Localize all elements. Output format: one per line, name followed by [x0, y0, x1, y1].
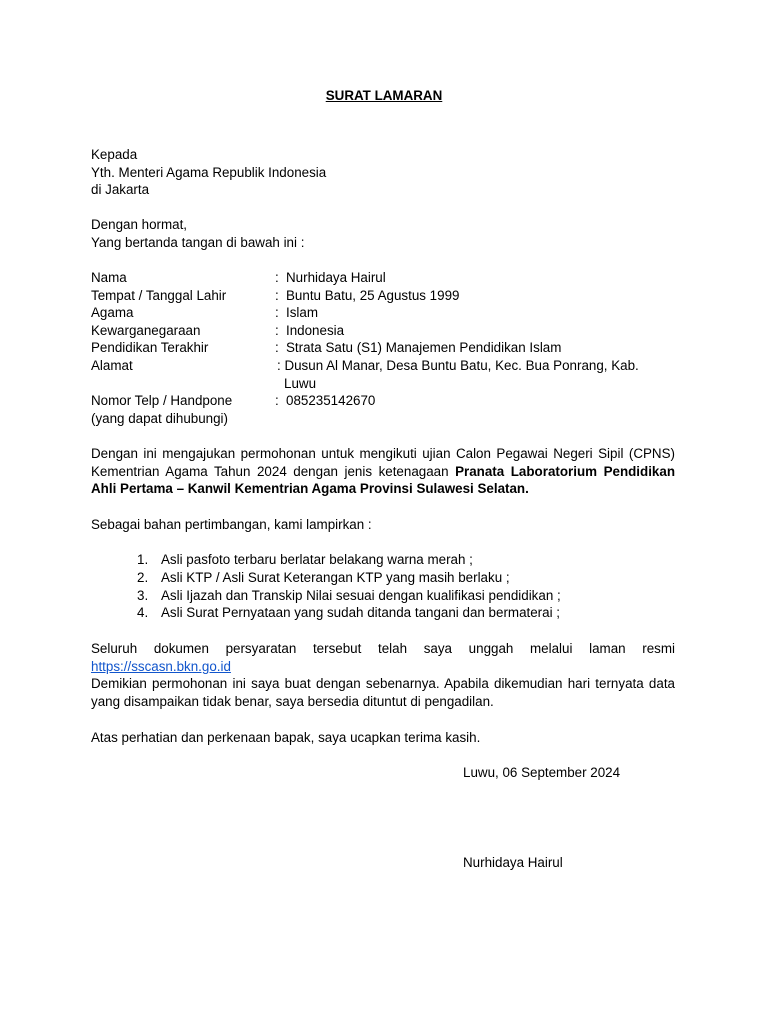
field-label: Nomor Telp / Handpone [91, 393, 233, 409]
recipient-line: di Jakarta [91, 182, 150, 198]
field-label: Nama [91, 270, 127, 285]
closing-block [91, 640, 675, 710]
greeting-line: Dengan hormat, [91, 217, 188, 232]
attachments-intro-text: Sebagai bahan pertimbangan, kami lampirkan : [91, 517, 372, 532]
list-item-text: Asli pasfoto terbaru berlatar belakang warna merah ; [161, 552, 473, 567]
list-item [137, 604, 637, 622]
identity-row-education [91, 339, 675, 357]
field-colon: : [275, 322, 279, 338]
place-date: Luwu, 06 September 2024 [463, 765, 621, 780]
identity-row-address [91, 357, 675, 392]
field-colon: : [275, 287, 279, 303]
field-colon: : [275, 340, 279, 356]
list-item [137, 569, 637, 587]
list-item [137, 551, 637, 569]
identity-row-birth [91, 287, 675, 305]
field-value: Islam [286, 305, 318, 321]
field-value: : Dusun Al Manar, Desa Buntu Batu, Kec. Bua Ponrang, Kab. [277, 357, 639, 373]
field-colon: : [275, 393, 279, 409]
recipient-line: Kepada [91, 147, 138, 162]
application-paragraph [91, 445, 675, 498]
identity-row-religion [91, 304, 675, 322]
greeting-line: Yang bertanda tangan di bawah ini : [91, 234, 305, 250]
signer-name: Nurhidaya Hairul [463, 855, 563, 870]
identity-row-phone-note [91, 410, 675, 428]
application-text: Dengan ini mengajukan permohonan untuk mengikuti ujian Calon Pegawai Negeri Sipil (CPNS) Kementrian Agama Tahun 2024 dengan jenis ketenagaan [91, 446, 675, 479]
thanks-block [91, 729, 675, 747]
recipient-line: Yth. Menteri Agama Republik Indonesia [91, 164, 327, 180]
identity-row-name [91, 269, 675, 287]
attachments-list [137, 551, 637, 622]
list-item-number: 1. [137, 552, 149, 567]
list-item-number: 2. [137, 569, 149, 585]
field-label: Kewarganegaraan [91, 322, 201, 338]
identity-row-citizenship [91, 322, 675, 340]
list-item-text: Asli Ijazah dan Transkip Nilai sesuai dengan kualifikasi pendidikan ; [161, 587, 561, 603]
application-position: Pranata Laboratorium Pendidikan Ahli Pertama – Kanwil Kementrian Agama Provinsi Sulawesi Selatan. [91, 463, 675, 497]
list-item-text: Asli Surat Pernyataan yang sudah ditanda tangani dan bermaterai ; [161, 605, 561, 621]
field-value: Indonesia [286, 322, 345, 338]
field-label: Pendidikan Terakhir [91, 340, 209, 356]
upload-text: Seluruh dokumen persyaratan tersebut telah saya unggah melalui laman resmi [91, 641, 675, 656]
field-value: Strata Satu (S1) Manajemen Pendidikan Islam [286, 340, 562, 356]
identity-table [91, 269, 675, 427]
sscasn-link[interactable]: https://sscasn.bkn.go.id [91, 658, 231, 674]
thanks-text: Atas perhatian dan perkenaan bapak, saya ucapkan terima kasih. [91, 730, 481, 745]
recipient-block [91, 146, 675, 199]
list-item-number: 4. [137, 605, 149, 621]
field-note: (yang dapat dihubungi) [91, 410, 228, 426]
field-value: Luwu [284, 375, 317, 391]
declaration-text: Demikian permohonan ini saya buat dengan sebenarnya. Apabila dikemudian hari ternyata data yang disampaikan tidak benar, saya bersedia dituntut di pengadilan. [91, 676, 675, 709]
field-label: Tempat / Tanggal Lahir [91, 287, 227, 303]
field-value: Nurhidaya Hairul [286, 270, 386, 285]
letter-title: SURAT LAMARAN [325, 88, 443, 103]
identity-row-phone [91, 392, 675, 410]
field-colon: : [275, 270, 279, 285]
greeting-block [91, 216, 675, 251]
field-colon: : [275, 305, 279, 321]
list-item-text: Asli KTP / Asli Surat Keterangan KTP yang masih berlaku ; [161, 569, 510, 585]
field-value: Buntu Batu, 25 Agustus 1999 [286, 287, 460, 303]
list-item-number: 3. [137, 587, 149, 603]
field-label: Agama [91, 305, 134, 321]
field-value: 085235142670 [286, 393, 376, 409]
field-label: Alamat [91, 357, 133, 373]
attachments-intro [91, 516, 675, 534]
list-item [137, 587, 637, 605]
